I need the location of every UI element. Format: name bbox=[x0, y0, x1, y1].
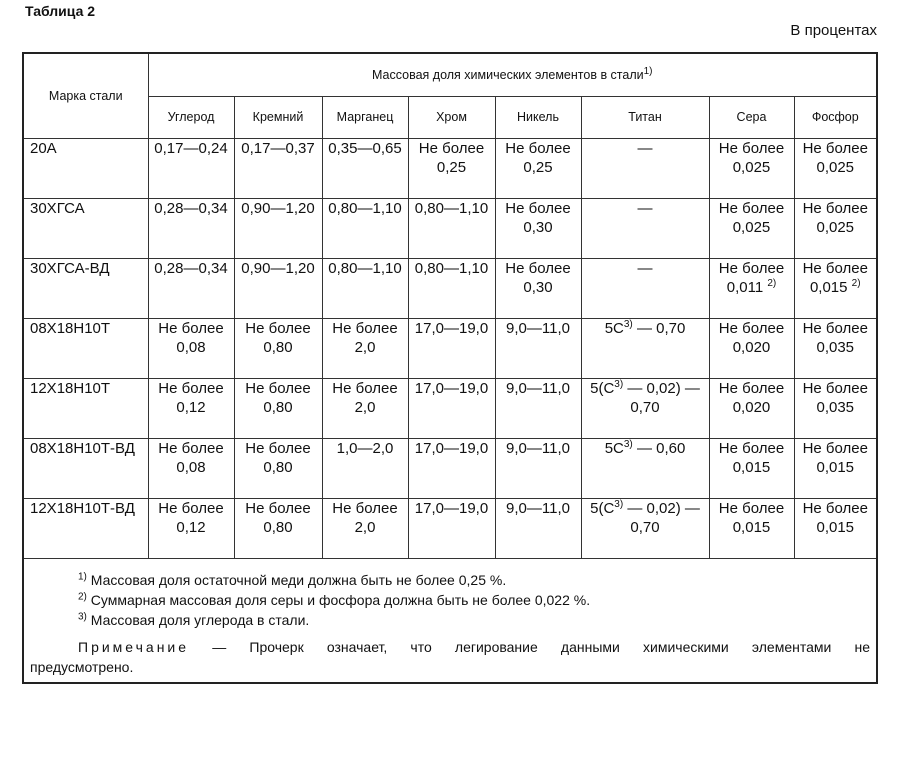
value-cell: 0,80—1,10 bbox=[408, 198, 495, 258]
cell-value: 2,0 bbox=[354, 338, 376, 356]
cell-line bbox=[409, 158, 495, 177]
group-header bbox=[148, 54, 876, 96]
cell-line bbox=[582, 319, 709, 338]
value-cell bbox=[794, 138, 876, 198]
cell-line bbox=[710, 518, 794, 537]
value-cell bbox=[322, 378, 408, 438]
column-header: Титан bbox=[581, 96, 709, 138]
table-row bbox=[24, 318, 876, 378]
table-caption: Таблица 2 bbox=[25, 3, 96, 19]
units-label: В процентах bbox=[790, 22, 877, 39]
value-cell bbox=[234, 498, 322, 558]
value-cell: 17,0—19,0 bbox=[408, 498, 495, 558]
value-cell bbox=[794, 198, 876, 258]
cell-value: 0,12 bbox=[176, 518, 206, 536]
cell-sup: 2) bbox=[851, 277, 861, 289]
cell-line bbox=[149, 338, 234, 357]
cell-line bbox=[710, 398, 794, 417]
note-text: — Прочерк означает, что легирование данными химическими элементами не bbox=[212, 639, 871, 655]
cell-post: — 0,60 bbox=[632, 439, 686, 457]
cell-post: — 0,02) — bbox=[623, 499, 700, 517]
value-cell bbox=[581, 318, 709, 378]
cell-line: Не более bbox=[802, 139, 868, 157]
cell-value: 2,0 bbox=[354, 398, 376, 416]
cell-line: Не более bbox=[718, 199, 785, 217]
footnote-2 bbox=[78, 591, 590, 609]
cell-line: Не более bbox=[802, 379, 868, 397]
value-cell bbox=[234, 318, 322, 378]
cell-value: 0,80 bbox=[263, 458, 293, 476]
cell-line: Не более bbox=[718, 259, 785, 277]
cell-value: 0,30 bbox=[523, 278, 553, 296]
table-row bbox=[24, 378, 876, 438]
footnote-mark: 1) bbox=[78, 571, 87, 583]
value-cell bbox=[794, 378, 876, 438]
note-line-1 bbox=[30, 637, 870, 657]
footnote-text: Массовая доля остаточной меди должна быть не более 0,25 %. bbox=[90, 572, 507, 588]
value-cell: 0,28—0,34 bbox=[148, 198, 234, 258]
group-header-sup: 1) bbox=[643, 65, 653, 77]
grade-cell: 12Х18Н10Т bbox=[24, 378, 148, 438]
cell-line: Не более bbox=[505, 199, 571, 217]
cell-value: 0,020 bbox=[732, 398, 771, 416]
column-header: Никель bbox=[495, 96, 581, 138]
cell-line bbox=[582, 379, 709, 398]
cell-line: Не более bbox=[418, 139, 485, 157]
value-cell: — bbox=[581, 198, 709, 258]
value-cell bbox=[322, 318, 408, 378]
cell-sup: 3) bbox=[623, 318, 633, 330]
grade-header: Марка стали bbox=[24, 54, 148, 138]
cell-line bbox=[710, 158, 794, 177]
value-cell: 17,0—19,0 bbox=[408, 378, 495, 438]
cell-line: Не более bbox=[802, 259, 868, 277]
value-cell: 0,90—1,20 bbox=[234, 198, 322, 258]
cell-sup: 3) bbox=[614, 378, 624, 390]
value-cell bbox=[581, 378, 709, 438]
footnote-mark: 2) bbox=[78, 591, 87, 603]
value-cell bbox=[148, 378, 234, 438]
cell-value: 0,80 bbox=[263, 338, 293, 356]
cell-line bbox=[496, 278, 581, 297]
cell-line bbox=[149, 398, 234, 417]
value-cell bbox=[794, 318, 876, 378]
footnote-text: Массовая доля углерода в стали. bbox=[90, 612, 310, 628]
cell-line: Не более bbox=[718, 379, 785, 397]
cell-line: Не более bbox=[505, 139, 571, 157]
cell-line: 0,70 bbox=[630, 398, 660, 416]
cell-line bbox=[235, 338, 322, 357]
cell-value: 0,015 bbox=[816, 518, 855, 536]
value-cell bbox=[322, 498, 408, 558]
cell-line: Не более bbox=[802, 199, 868, 217]
value-cell bbox=[794, 438, 876, 498]
value-cell: 9,0—11,0 bbox=[495, 438, 581, 498]
value-cell: 0,17—0,24 bbox=[148, 138, 234, 198]
value-cell: 9,0—11,0 bbox=[495, 318, 581, 378]
cell-value: 0,011 bbox=[726, 278, 764, 296]
value-cell: 0,80—1,10 bbox=[322, 198, 408, 258]
cell-value: 0,80 bbox=[263, 518, 293, 536]
cell-line: Не более bbox=[802, 499, 868, 517]
cell-line bbox=[710, 218, 794, 237]
value-cell bbox=[234, 378, 322, 438]
cell-line bbox=[710, 338, 794, 357]
cell-value: 0,25 bbox=[436, 158, 467, 176]
cell-value: 0,035 bbox=[816, 398, 855, 416]
cell-post: — 0,02) — bbox=[623, 379, 700, 397]
cell-pre: 5(С bbox=[590, 379, 615, 397]
cell-line bbox=[235, 518, 322, 537]
value-cell bbox=[581, 498, 709, 558]
value-cell bbox=[794, 498, 876, 558]
cell-value: 0,30 bbox=[523, 218, 553, 236]
cell-line: Не более bbox=[718, 499, 785, 517]
cell-line: Не более bbox=[332, 499, 398, 517]
value-cell: 0,35—0,65 bbox=[322, 138, 408, 198]
value-cell bbox=[709, 498, 794, 558]
composition-table bbox=[24, 54, 876, 559]
value-cell: 0,17—0,37 bbox=[234, 138, 322, 198]
value-cell: 17,0—19,0 bbox=[408, 438, 495, 498]
cell-value: 0,025 bbox=[732, 158, 771, 176]
note-text-continued: предусмотрено. bbox=[30, 659, 134, 675]
cell-value: 0,80 bbox=[263, 398, 293, 416]
table-frame bbox=[22, 52, 878, 684]
value-cell: 0,80—1,10 bbox=[322, 258, 408, 318]
value-cell: — bbox=[581, 258, 709, 318]
cell-value: 0,015 bbox=[732, 458, 771, 476]
column-header: Углерод bbox=[148, 96, 234, 138]
cell-sup: 2) bbox=[767, 277, 777, 289]
cell-line: Не более bbox=[802, 319, 868, 337]
cell-value: 0,025 bbox=[732, 218, 771, 236]
cell-value: 0,035 bbox=[816, 338, 855, 356]
cell-line: Не более bbox=[718, 319, 785, 337]
cell-line: Не более bbox=[245, 439, 311, 457]
value-cell bbox=[709, 258, 794, 318]
value-cell bbox=[495, 258, 581, 318]
value-cell: 9,0—11,0 bbox=[495, 378, 581, 438]
cell-pre: 5С bbox=[604, 439, 624, 457]
cell-line bbox=[149, 458, 234, 477]
grade-cell: 12Х18Н10Т-ВД bbox=[24, 498, 148, 558]
cell-line: Не более bbox=[718, 139, 785, 157]
grade-cell: 30ХГСА-ВД bbox=[24, 258, 148, 318]
cell-line: Не более bbox=[718, 439, 785, 457]
cell-line bbox=[795, 458, 877, 477]
cell-line bbox=[795, 218, 877, 237]
cell-line bbox=[235, 398, 322, 417]
column-header: Фосфор bbox=[794, 96, 876, 138]
table-row bbox=[24, 438, 876, 498]
cell-line: Не более bbox=[158, 319, 224, 337]
value-cell bbox=[148, 438, 234, 498]
cell-line bbox=[323, 338, 408, 357]
value-cell: 9,0—11,0 bbox=[495, 498, 581, 558]
grade-cell: 08Х18Н10Т bbox=[24, 318, 148, 378]
value-cell bbox=[495, 138, 581, 198]
table-row bbox=[24, 498, 876, 558]
table-body bbox=[24, 138, 876, 558]
cell-line: Не более bbox=[245, 319, 311, 337]
cell-pre: 5С bbox=[604, 319, 624, 337]
column-header: Сера bbox=[709, 96, 794, 138]
cell-value: 0,020 bbox=[732, 338, 771, 356]
cell-line: Не более bbox=[245, 499, 311, 517]
value-cell bbox=[709, 138, 794, 198]
value-cell: 0,80—1,10 bbox=[408, 258, 495, 318]
note-label: Примечание bbox=[78, 639, 190, 655]
cell-line: Не более bbox=[158, 379, 224, 397]
cell-line bbox=[710, 278, 794, 297]
cell-sup: 3) bbox=[614, 498, 624, 510]
value-cell bbox=[709, 378, 794, 438]
cell-line bbox=[235, 458, 322, 477]
cell-line: Не более bbox=[505, 259, 571, 277]
cell-pre: 5(С bbox=[590, 499, 615, 517]
grade-cell: 08Х18Н10Т-ВД bbox=[24, 438, 148, 498]
value-cell bbox=[148, 318, 234, 378]
cell-line bbox=[710, 458, 794, 477]
column-header-row bbox=[24, 96, 876, 138]
footnote-mark: 3) bbox=[78, 611, 87, 623]
cell-line bbox=[582, 499, 709, 518]
value-cell: 0,28—0,34 bbox=[148, 258, 234, 318]
value-cell: — bbox=[581, 138, 709, 198]
cell-value: 0,08 bbox=[176, 458, 206, 476]
value-cell bbox=[408, 138, 495, 198]
value-cell bbox=[234, 438, 322, 498]
group-header-text: Массовая доля химических элементов в стали bbox=[372, 67, 644, 82]
cell-line: Не более bbox=[332, 379, 398, 397]
cell-line: Не более bbox=[802, 439, 868, 457]
cell-line bbox=[496, 158, 581, 177]
cell-line bbox=[323, 398, 408, 417]
cell-line: Не более bbox=[332, 319, 398, 337]
value-cell bbox=[495, 198, 581, 258]
table-row bbox=[24, 138, 876, 198]
cell-value: 2,0 bbox=[354, 518, 376, 536]
value-cell: 17,0—19,0 bbox=[408, 318, 495, 378]
note-paragraph bbox=[24, 637, 876, 677]
value-cell bbox=[709, 198, 794, 258]
value-cell: 1,0—2,0 bbox=[322, 438, 408, 498]
cell-line bbox=[795, 278, 877, 297]
cell-line bbox=[795, 518, 877, 537]
cell-value: 0,025 bbox=[816, 218, 855, 236]
cell-value: 0,025 bbox=[816, 158, 855, 176]
cell-value: 0,25 bbox=[523, 158, 553, 176]
notes-area bbox=[24, 557, 876, 682]
cell-line: Не более bbox=[158, 439, 224, 457]
cell-line bbox=[795, 158, 877, 177]
cell-value: 0,12 bbox=[176, 398, 206, 416]
value-cell bbox=[581, 438, 709, 498]
cell-line bbox=[795, 338, 877, 357]
footnote-text: Суммарная массовая доля серы и фосфора должна быть не более 0,022 %. bbox=[90, 592, 591, 608]
cell-post: — 0,70 bbox=[632, 319, 686, 337]
value-cell: 0,90—1,20 bbox=[234, 258, 322, 318]
table-row bbox=[24, 198, 876, 258]
column-header: Марганец bbox=[322, 96, 408, 138]
cell-line: Не более bbox=[245, 379, 311, 397]
grade-cell: 20А bbox=[24, 138, 148, 198]
cell-line bbox=[582, 439, 709, 458]
value-cell bbox=[709, 318, 794, 378]
cell-line: 0,70 bbox=[630, 518, 660, 536]
value-cell bbox=[709, 438, 794, 498]
cell-line bbox=[149, 518, 234, 537]
cell-line bbox=[323, 518, 408, 537]
cell-line bbox=[795, 398, 877, 417]
cell-value: 0,08 bbox=[176, 338, 206, 356]
value-cell bbox=[148, 498, 234, 558]
cell-sup: 3) bbox=[623, 438, 633, 450]
cell-line: Не более bbox=[158, 499, 224, 517]
cell-value: 0,015 bbox=[816, 458, 855, 476]
grade-cell: 30ХГСА bbox=[24, 198, 148, 258]
table-row bbox=[24, 258, 876, 318]
column-header: Хром bbox=[408, 96, 495, 138]
value-cell bbox=[794, 258, 876, 318]
column-header: Кремний bbox=[234, 96, 322, 138]
footnote-3 bbox=[78, 611, 309, 629]
cell-line bbox=[496, 218, 581, 237]
cell-value: 0,015 bbox=[732, 518, 771, 536]
cell-value: 0,015 bbox=[809, 278, 848, 296]
footnote-1 bbox=[78, 571, 506, 589]
